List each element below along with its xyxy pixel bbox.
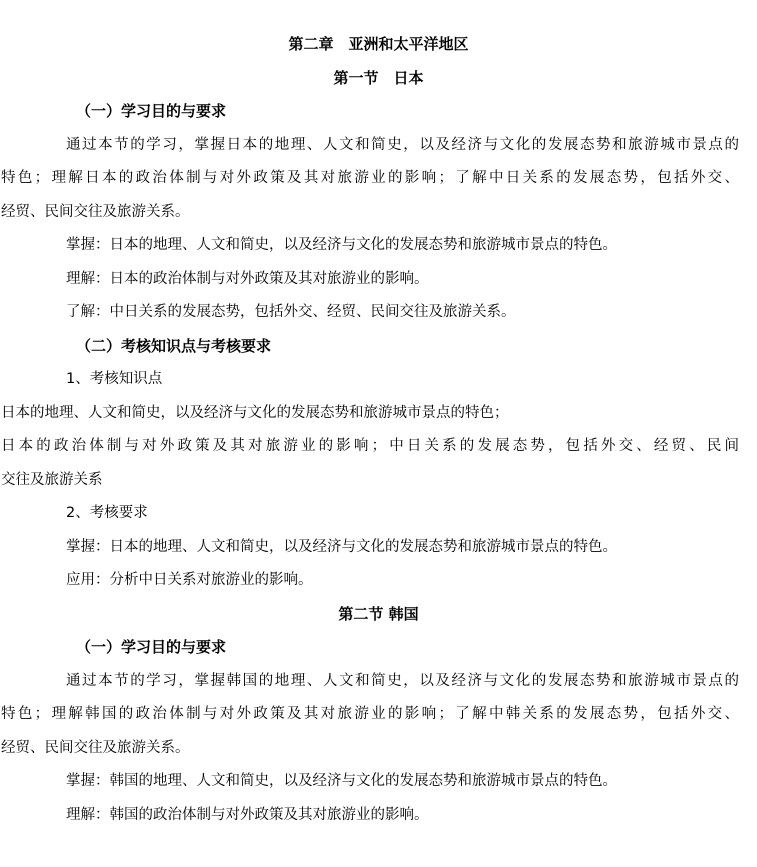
section-title: 第二节 韩国 [338,604,419,623]
paragraph-line: 通过本节的学习，掌握日本的地理、人文和简史，以及经济与文化的发展态势和旅游城市景点的 [66,136,739,153]
section-heading: （一）学习目的与要求 [76,102,227,120]
section-heading: （一）学习目的与要求 [76,638,227,656]
paragraph-line: 特色；理解日本的政治体制与对外政策及其对旅游业的影响；了解中日关系的发展态势，包括外交、 [1,170,739,186]
paragraph-know: 了解：中日关系的发展态势，包括外交、经贸、民间交往及旅游关系。 [66,304,516,320]
paragraph-line: 通过本节的学习，掌握韩国的地理、人文和简史，以及经济与文化的发展态势和旅游城市景点的 [66,672,739,689]
list-label: 1、考核知识点 [66,371,163,387]
paragraph-line: 日本的政治体制与对外政策及其对旅游业的影响；中日关系的发展态势，包括外交、经贸、民间 [1,438,739,454]
paragraph-understand: 理解：日本的政治体制与对外政策及其对旅游业的影响。 [66,270,429,287]
paragraph-line: 交往及旅游关系 [1,471,103,488]
paragraph-master: 掌握：日本的地理、人文和简史，以及经济与文化的发展态势和旅游城市景点的特色。 [66,538,617,555]
chapter-title: 第二章 亚洲和太平洋地区 [288,35,469,53]
paragraph-master: 掌握：韩国的地理、人文和简史，以及经济与文化的发展态势和旅游城市景点的特色。 [66,773,617,789]
list-label: 2、考核要求 [66,505,148,521]
paragraph-line: 日本的地理、人文和简史，以及经济与文化的发展态势和旅游城市景点的特色； [1,404,509,421]
paragraph-apply: 应用：分析中日关系对旅游业的影响。 [66,572,313,588]
paragraph-line: 特色；理解韩国的政治体制与对外政策及其对旅游业的影响；了解中韩关系的发展态势，包括外交、 [1,706,739,722]
section-heading: （二）考核知识点与考核要求 [76,336,272,355]
section-title: 第一节 日本 [333,68,424,87]
paragraph-line: 经贸、民间交往及旅游关系。 [1,203,190,220]
paragraph-understand: 理解：韩国的政治体制与对外政策及其对旅游业的影响。 [66,806,429,823]
paragraph-master: 掌握：日本的地理、人文和简史，以及经济与文化的发展态势和旅游城市景点的特色。 [66,237,617,253]
paragraph-line: 经贸、民间交往及旅游关系。 [1,739,190,756]
